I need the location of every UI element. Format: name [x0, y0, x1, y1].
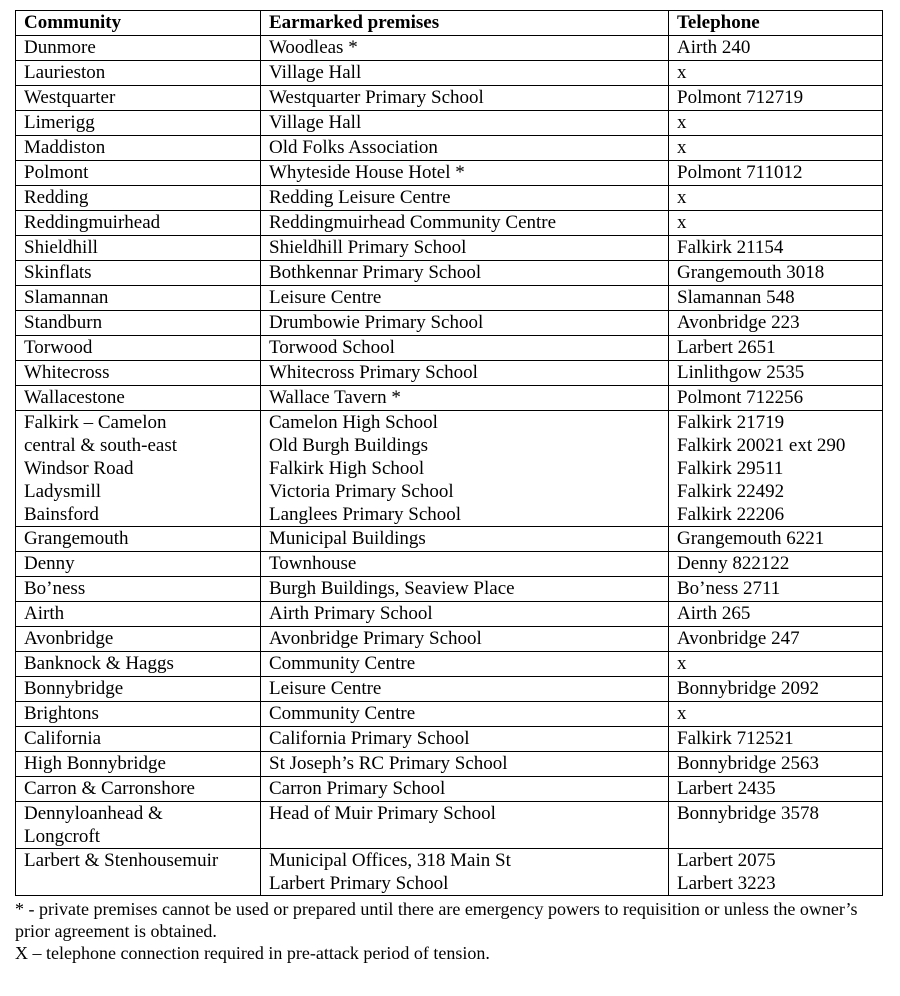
telephone-cell-line: Falkirk 712521 — [677, 728, 794, 749]
telephone-cell-line: Falkirk 29511 — [677, 458, 784, 479]
table-row — [16, 677, 883, 702]
community-cell — [16, 311, 261, 336]
telephone-cell-line: Falkirk 20021 ext 290 — [677, 435, 846, 456]
community-cell — [16, 286, 261, 311]
table-row — [16, 386, 883, 411]
telephone-cell-line: Polmont 711012 — [677, 162, 803, 183]
telephone-cell-line: Denny 822122 — [677, 553, 790, 574]
telephone-cell-line: Falkirk 22492 — [677, 481, 785, 502]
community-cell — [16, 602, 261, 627]
telephone-cell-line: x — [677, 62, 687, 83]
telephone-cell — [669, 36, 883, 61]
table-row — [16, 211, 883, 236]
premises-cell — [261, 36, 669, 61]
telephone-cell — [669, 311, 883, 336]
premises-cell-line: Drumbowie Primary School — [269, 312, 484, 333]
telephone-column-header: Telephone — [669, 11, 883, 36]
premises-cell-line: Whitecross Primary School — [269, 362, 478, 383]
community-cell-line: Polmont — [24, 162, 89, 183]
premises-cell — [261, 849, 669, 896]
community-cell — [16, 627, 261, 652]
community-cell — [16, 577, 261, 602]
community-cell-line: Denny — [24, 553, 75, 574]
premises-cell — [261, 411, 669, 527]
community-cell — [16, 802, 261, 849]
telephone-cell — [669, 186, 883, 211]
table-row — [16, 777, 883, 802]
community-cell — [16, 211, 261, 236]
table-row — [16, 261, 883, 286]
community-cell — [16, 752, 261, 777]
telephone-cell — [669, 336, 883, 361]
telephone-cell-line: Airth 240 — [677, 37, 751, 58]
telephone-cell — [669, 627, 883, 652]
document — [15, 10, 882, 964]
premises-cell-line: Head of Muir Primary School — [269, 803, 496, 824]
premises-cell — [261, 527, 669, 552]
community-cell — [16, 677, 261, 702]
premises-cell-line: California Primary School — [269, 728, 470, 749]
community-cell-line: Ladysmill — [24, 481, 102, 502]
table-row — [16, 111, 883, 136]
telephone-cell — [669, 361, 883, 386]
table-row — [16, 236, 883, 261]
table-row — [16, 727, 883, 752]
premises-cell — [261, 602, 669, 627]
telephone-cell — [669, 411, 883, 527]
table-row — [16, 36, 883, 61]
community-cell-line: Avonbridge — [24, 628, 114, 649]
community-cell-line: Carron & Carronshore — [24, 778, 195, 799]
community-cell — [16, 36, 261, 61]
telephone-cell-line: Bonnybridge 2563 — [677, 753, 819, 774]
community-cell-line: Laurieston — [24, 62, 106, 83]
table-row — [16, 849, 883, 896]
telephone-cell-line: x — [677, 703, 687, 724]
community-column-header: Community — [16, 11, 261, 36]
table-row — [16, 702, 883, 727]
premises-cell-line: Camelon High School — [269, 412, 438, 433]
community-cell-line: Shieldhill — [24, 237, 98, 258]
telephone-cell — [669, 161, 883, 186]
premises-cell — [261, 577, 669, 602]
telephone-cell — [669, 652, 883, 677]
premises-cell-line: Burgh Buildings, Seaview Place — [269, 578, 515, 599]
telephone-cell-line: Falkirk 21154 — [677, 237, 784, 258]
table-row — [16, 752, 883, 777]
community-cell-line: Bainsford — [24, 504, 99, 525]
table-row — [16, 627, 883, 652]
community-cell-line: Limerigg — [24, 112, 95, 133]
table-row — [16, 161, 883, 186]
telephone-cell — [669, 386, 883, 411]
community-cell-line: High Bonnybridge — [24, 753, 166, 774]
premises-cell-line: Wallace Tavern * — [269, 387, 401, 408]
community-cell — [16, 186, 261, 211]
premises-cell-line: Westquarter Primary School — [269, 87, 484, 108]
premises-cell-line: Community Centre — [269, 653, 416, 674]
table-row — [16, 61, 883, 86]
premises-cell-line: Avonbridge Primary School — [269, 628, 482, 649]
premises-cell-line: Municipal Buildings — [269, 528, 426, 549]
community-cell-line: Bonnybridge — [24, 678, 124, 699]
table-row — [16, 552, 883, 577]
premises-cell — [261, 652, 669, 677]
telephone-cell-line: Larbert 2651 — [677, 337, 776, 358]
premises-cell — [261, 136, 669, 161]
table-row — [16, 411, 883, 527]
premises-cell-line: St Joseph’s RC Primary School — [269, 753, 508, 774]
community-cell — [16, 552, 261, 577]
community-cell — [16, 86, 261, 111]
premises-cell-line: Langlees Primary School — [269, 504, 462, 525]
premises-cell — [261, 702, 669, 727]
premises-cell — [261, 261, 669, 286]
community-cell — [16, 61, 261, 86]
premises-cell — [261, 627, 669, 652]
premises-cell — [261, 86, 669, 111]
premises-cell-line: Whyteside House Hotel * — [269, 162, 465, 183]
community-cell-line: Reddingmuirhead — [24, 212, 161, 233]
telephone-cell — [669, 577, 883, 602]
community-cell — [16, 161, 261, 186]
telephone-cell — [669, 111, 883, 136]
community-cell-line: Whitecross — [24, 362, 110, 383]
community-cell — [16, 652, 261, 677]
telephone-cell-line: x — [677, 112, 687, 133]
premises-cell-line: Old Burgh Buildings — [269, 435, 429, 456]
telephone-cell — [669, 727, 883, 752]
telephone-cell — [669, 752, 883, 777]
telephone-cell — [669, 777, 883, 802]
premises-cell — [261, 386, 669, 411]
table-row — [16, 602, 883, 627]
premises-cell — [261, 727, 669, 752]
community-cell — [16, 361, 261, 386]
community-cell — [16, 849, 261, 896]
community-cell-line: Falkirk – Camelon — [24, 412, 167, 433]
premises-cell — [261, 802, 669, 849]
premises-cell-line: Village Hall — [269, 112, 362, 133]
telephone-cell-line: x — [677, 187, 687, 208]
premises-cell — [261, 286, 669, 311]
premises-cell-line: Community Centre — [269, 703, 416, 724]
table-row — [16, 527, 883, 552]
telephone-cell — [669, 849, 883, 896]
telephone-cell — [669, 602, 883, 627]
community-cell-line: central & south-east — [24, 435, 178, 456]
community-cell-line: Maddiston — [24, 137, 106, 158]
premises-cell-line: Village Hall — [269, 62, 362, 83]
community-cell-line: Larbert & Stenhousemuir — [24, 850, 219, 871]
community-cell — [16, 236, 261, 261]
premises-cell-line: Bothkennar Primary School — [269, 262, 482, 283]
header-row — [16, 11, 883, 36]
community-cell-line: Longcroft — [24, 826, 100, 847]
telephone-cell — [669, 702, 883, 727]
community-cell-line: Wallacestone — [24, 387, 125, 408]
telephone-cell — [669, 86, 883, 111]
community-cell — [16, 777, 261, 802]
telephone-cell-line: Slamannan 548 — [677, 287, 795, 308]
community-cell-line: Banknock & Haggs — [24, 653, 174, 674]
telephone-cell-line: Larbert 3223 — [677, 873, 776, 894]
table-row — [16, 286, 883, 311]
footnote-telephone-required: X – telephone connection required in pre-attack period of tension. — [15, 943, 490, 963]
premises-cell — [261, 552, 669, 577]
community-cell-line: Dunmore — [24, 37, 96, 58]
table-row — [16, 186, 883, 211]
telephone-cell-line: Linlithgow 2535 — [677, 362, 805, 383]
community-cell-line: Redding — [24, 187, 89, 208]
community-cell-line: Westquarter — [24, 87, 116, 108]
community-cell-line: Standburn — [24, 312, 103, 333]
telephone-cell — [669, 136, 883, 161]
premises-cell-line: Airth Primary School — [269, 603, 433, 624]
community-cell — [16, 527, 261, 552]
telephone-cell — [669, 286, 883, 311]
telephone-cell-line: Bonnybridge 2092 — [677, 678, 819, 699]
community-cell — [16, 727, 261, 752]
telephone-cell-line: Falkirk 22206 — [677, 504, 785, 525]
premises-cell — [261, 186, 669, 211]
premises-cell-line: Old Folks Association — [269, 137, 438, 158]
community-cell-line: Windsor Road — [24, 458, 134, 479]
table-row — [16, 802, 883, 849]
community-cell-line: Dennyloanhead & — [24, 803, 163, 824]
telephone-cell-line: Airth 265 — [677, 603, 751, 624]
premises-cell-line: Shieldhill Primary School — [269, 237, 467, 258]
premises-cell — [261, 161, 669, 186]
telephone-cell — [669, 552, 883, 577]
premises-cell-line: Victoria Primary School — [269, 481, 454, 502]
table-row — [16, 577, 883, 602]
telephone-cell — [669, 677, 883, 702]
footnote-private-premises: * - private premises cannot be used or prepared until there are emergency powers to requisition or unless the owner’s prior agreement is obtained. — [15, 899, 858, 941]
telephone-cell-line: Bo’ness 2711 — [677, 578, 781, 599]
premises-cell-line: Leisure Centre — [269, 287, 382, 308]
footnotes — [15, 898, 882, 964]
community-cell-line: Slamannan — [24, 287, 109, 308]
table-header — [16, 11, 883, 36]
premises-cell-line: Reddingmuirhead Community Centre — [269, 212, 557, 233]
community-cell — [16, 702, 261, 727]
table-row — [16, 136, 883, 161]
community-cell-line: Airth — [24, 603, 65, 624]
telephone-cell-line: Grangemouth 6221 — [677, 528, 825, 549]
premises-cell — [261, 111, 669, 136]
telephone-cell-line: Larbert 2075 — [677, 850, 776, 871]
community-cell — [16, 336, 261, 361]
premises-cell-line: Torwood School — [269, 337, 395, 358]
community-cell-line: Torwood — [24, 337, 93, 358]
telephone-cell-line: Avonbridge 247 — [677, 628, 800, 649]
telephone-cell-line: x — [677, 653, 687, 674]
premises-cell-line: Leisure Centre — [269, 678, 382, 699]
community-cell-line: Brightons — [24, 703, 99, 724]
telephone-cell — [669, 61, 883, 86]
premises-cell — [261, 361, 669, 386]
community-cell — [16, 136, 261, 161]
premises-cell-line: Larbert Primary School — [269, 873, 449, 894]
premises-cell — [261, 236, 669, 261]
telephone-cell-line: Polmont 712256 — [677, 387, 804, 408]
table-body — [16, 36, 883, 896]
community-cell — [16, 111, 261, 136]
telephone-cell — [669, 236, 883, 261]
community-cell-line: Grangemouth — [24, 528, 129, 549]
telephone-cell-line: Polmont 712719 — [677, 87, 804, 108]
community-cell — [16, 261, 261, 286]
premises-cell-line: Woodleas * — [269, 37, 358, 58]
telephone-cell — [669, 261, 883, 286]
table-row — [16, 311, 883, 336]
premises-cell — [261, 311, 669, 336]
premises-cell — [261, 777, 669, 802]
telephone-cell-line: Bonnybridge 3578 — [677, 803, 819, 824]
premises-cell-line: Falkirk High School — [269, 458, 425, 479]
premises-cell — [261, 61, 669, 86]
telephone-cell-line: Larbert 2435 — [677, 778, 776, 799]
telephone-cell-line: Falkirk 21719 — [677, 412, 785, 433]
telephone-cell-line: Avonbridge 223 — [677, 312, 800, 333]
premises-table — [15, 10, 883, 896]
premises-cell-line: Municipal Offices, 318 Main St — [269, 850, 511, 871]
premises-cell — [261, 752, 669, 777]
premises-cell-line: Redding Leisure Centre — [269, 187, 451, 208]
telephone-cell — [669, 802, 883, 849]
premises-cell — [261, 677, 669, 702]
premises-cell-line: Carron Primary School — [269, 778, 446, 799]
premises-column-header: Earmarked premises — [261, 11, 669, 36]
table-row — [16, 336, 883, 361]
community-cell-line: Bo’ness — [24, 578, 86, 599]
community-cell-line: California — [24, 728, 102, 749]
community-cell — [16, 411, 261, 527]
community-cell-line: Skinflats — [24, 262, 92, 283]
telephone-cell — [669, 527, 883, 552]
telephone-cell-line: x — [677, 212, 687, 233]
telephone-cell — [669, 211, 883, 236]
table-row — [16, 86, 883, 111]
telephone-cell-line: Grangemouth 3018 — [677, 262, 825, 283]
community-cell — [16, 386, 261, 411]
table-row — [16, 361, 883, 386]
premises-cell-line: Townhouse — [269, 553, 357, 574]
telephone-cell-line: x — [677, 137, 687, 158]
table-row — [16, 652, 883, 677]
premises-cell — [261, 211, 669, 236]
premises-cell — [261, 336, 669, 361]
